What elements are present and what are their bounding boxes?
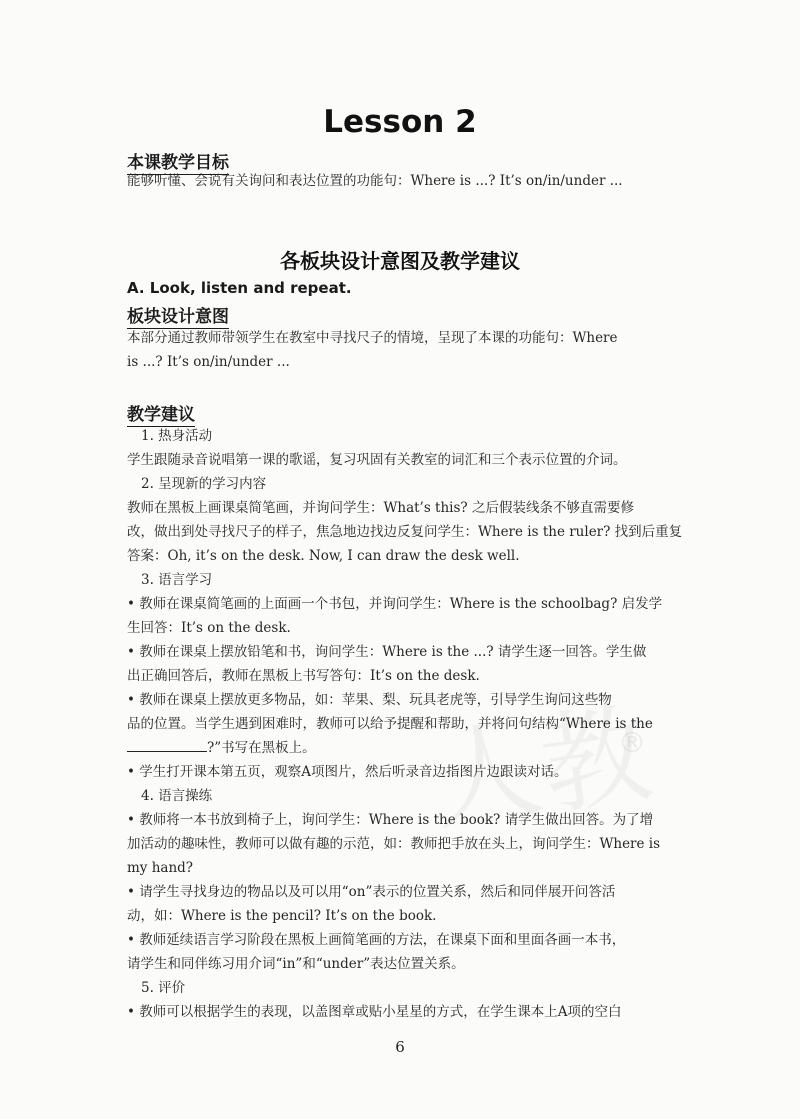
step-4-title: 4. 语言操练 — [141, 788, 213, 804]
design-intent-heading: 板块设计意图 — [127, 302, 229, 329]
step-2-line-2: 改，做出到处寻找尺子的样子，焦急地边找边反复问学生：Where is the ruler? 找到后重复 — [127, 524, 683, 540]
step-4-bullet-2-line-2: 动，如：Where is the pencil? It’s on the book. — [127, 908, 437, 924]
teaching-suggestion-heading: 教学建议 — [127, 400, 195, 427]
watermark-registered-mark: ® — [618, 726, 646, 759]
fill-blank-line — [127, 737, 207, 752]
step-3-bullet-1-line-1: • 教师在课桌简笔画的上面画一个书包，并询问学生：Where is the schoolbag? 启发学 — [127, 596, 663, 612]
step-3-bullet-2-line-2: 出正确回答后，教师在黑板上书写答句：It’s on the desk. — [127, 668, 480, 684]
lesson-title: Lesson 2 — [323, 104, 477, 140]
step-5-bullet-1-line-1: • 教师可以根据学生的表现，以盖图章或贴小星星的方式，在学生课本上A项的空白 — [127, 1004, 622, 1020]
step-4-bullet-2-line-1: • 请学生寻找身边的物品以及可以用“on”表示的位置关系，然后和同伴展开问答活 — [127, 884, 616, 900]
design-intent-line-2: is ...? It’s on/in/under ... — [127, 354, 290, 370]
part-a-title: A. Look, listen and repeat. — [127, 279, 352, 297]
step-1-line-1: 学生跟随录音说唱第一课的歌谣，复习巩固有关教室的词汇和三个表示位置的介词。 — [127, 452, 627, 468]
step-3-bullet-3-line-3-text: ?”书写在黑板上。 — [207, 740, 316, 756]
step-2-line-1: 教师在黑板上画课桌简笔画，并询问学生：What’s this? 之后假装线条不够直需要修 — [127, 500, 634, 516]
step-4-bullet-1-line-2: 加活动的趣味性，教师可以做有趣的示范，如：教师把手放在头上，询问学生：Where is — [127, 836, 661, 852]
goal-text: 能够听懂、会说有关询问和表达位置的功能句：Where is ...? It’s on/in/under ... — [127, 173, 623, 189]
step-1-title: 1. 热身活动 — [141, 428, 213, 444]
step-3-title: 3. 语言学习 — [141, 572, 213, 588]
step-2-line-3: 答案：Oh, it’s on the desk. Now, I can draw the desk well. — [127, 548, 520, 564]
step-5-title: 5. 评价 — [141, 980, 186, 996]
section-title: 各板块设计意图及教学建议 — [280, 249, 520, 273]
step-2-title: 2. 呈现新的学习内容 — [141, 476, 267, 492]
step-3-bullet-3-line-2: 品的位置。当学生遇到困难时，教师可以给予提醒和帮助，并将问句结构“Where is the — [127, 716, 653, 732]
step-4-bullet-3-line-1: • 教师延续语言学习阶段在黑板上画简笔画的方法，在课桌下面和里面各画一本书， — [127, 932, 626, 948]
goal-heading: 本课教学目标 — [127, 148, 229, 175]
step-3-bullet-4-line-1: • 学生打开课本第五页，观察A项图片，然后听录音边指图片边跟读对话。 — [127, 764, 568, 780]
page-number: 6 — [395, 1038, 405, 1056]
step-3-bullet-3-line-3 — [127, 737, 316, 759]
step-3-bullet-2-line-1: • 教师在课桌上摆放铅笔和书，询问学生：Where is the ...? 请学生逐一回答。学生做 — [127, 644, 647, 660]
step-4-bullet-1-line-1: • 教师将一本书放到椅子上，询问学生：Where is the book? 请学生做出回答。为了增 — [127, 812, 654, 828]
design-intent-line-1: 本部分通过教师带领学生在教室中寻找尺子的情境，呈现了本课的功能句：Where — [127, 330, 618, 346]
step-4-bullet-1-line-3: my hand? — [127, 860, 194, 876]
step-3-bullet-3-line-1: • 教师在课桌上摆放更多物品，如：苹果、梨、玩具老虎等，引导学生询问这些物 — [127, 692, 612, 708]
step-3-bullet-1-line-2: 生回答：It’s on the desk. — [127, 620, 291, 636]
step-4-bullet-3-line-2: 请学生和同伴练习用介词“in”和“under”表达位置关系。 — [127, 956, 465, 972]
